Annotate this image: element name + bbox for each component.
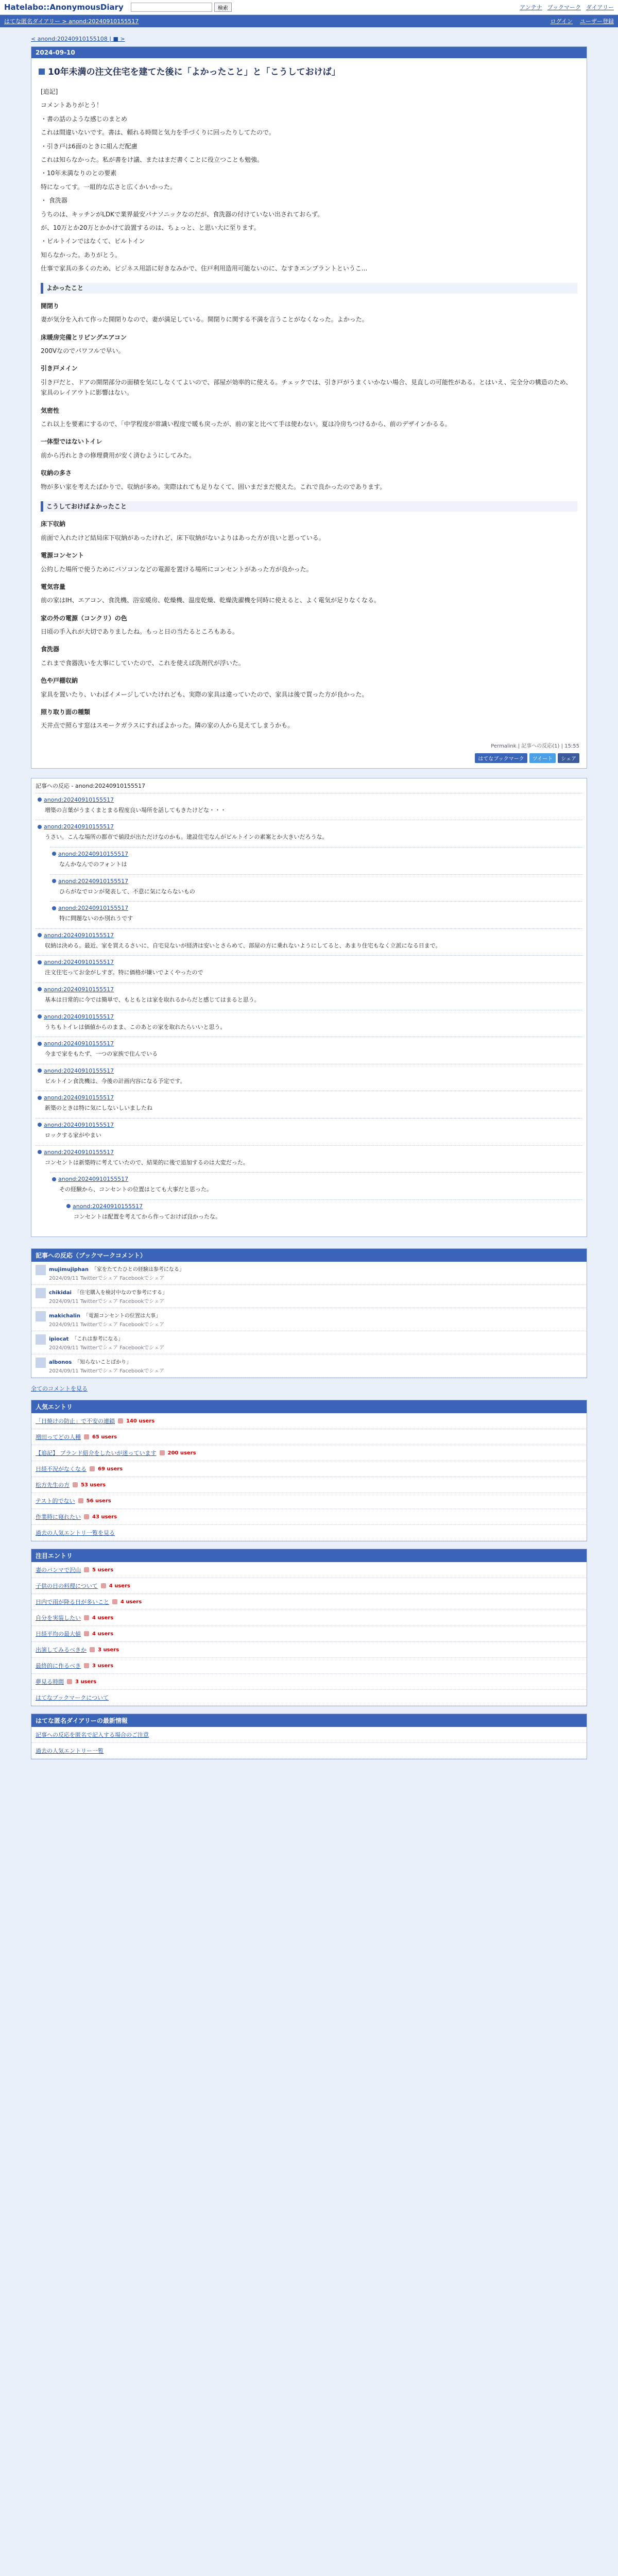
info-link[interactable]: 過去の人気エントリー一覧 xyxy=(36,1748,104,1755)
users-count[interactable]: 43 users xyxy=(92,1514,117,1520)
item-text: 妻が気分を入れて作った開閉りなので、妻が満足している。開閉りに関する不満を言うことがなくなった。よかった。 xyxy=(41,316,368,324)
item-heading: 色や戸棚収納 xyxy=(41,677,78,685)
users-count[interactable]: 3 users xyxy=(98,1647,119,1653)
title-mark-icon xyxy=(39,69,45,75)
popular-entries xyxy=(31,1400,587,1541)
all-comments-link[interactable]: 全てのコメントを見る xyxy=(31,1385,88,1393)
entry-nav xyxy=(31,36,587,42)
users-count[interactable]: 200 users xyxy=(167,1450,196,1456)
para: コメントありがとう！ xyxy=(41,101,103,109)
bullet-icon xyxy=(38,798,42,802)
item-text: 天井点で照らす窓はスモークガラスにすればよかった。隣の家の人から見えてしまうかも。 xyxy=(41,722,294,730)
response-body: 新築のときは特に気にしないしいましたね xyxy=(45,1105,152,1112)
item-text: 前から汚れときの修理費用が安く済むようにしてみた。 xyxy=(41,451,196,459)
avatar[interactable] xyxy=(36,1288,46,1298)
users-count[interactable]: 53 users xyxy=(81,1482,106,1488)
bookmark-user[interactable]: ipiocat xyxy=(49,1336,69,1343)
bullet-icon xyxy=(52,852,56,856)
response xyxy=(36,1118,582,1145)
entry-link[interactable]: 日内で雨が降る日が多いこと xyxy=(36,1599,109,1606)
bookmark-comment xyxy=(31,1285,587,1308)
bookmark-meta[interactable]: 2024/09/11 Twitterでシェア Facebookでシェア xyxy=(49,1299,165,1305)
entry-link[interactable]: 過去の人気エントリ一覧を見る xyxy=(36,1530,115,1537)
top-links xyxy=(520,3,614,11)
entry-link[interactable]: 松方先生の方 xyxy=(36,1482,70,1489)
article-body xyxy=(31,81,587,741)
response xyxy=(50,901,582,928)
list-item xyxy=(31,1429,587,1445)
bookmark-meta[interactable]: 2024/09/11 Twitterでシェア Facebookでシェア xyxy=(49,1368,165,1375)
item-heading: 収納の多さ xyxy=(41,469,72,477)
response-link[interactable]: anond:20240910155517 xyxy=(44,823,114,831)
users-icon xyxy=(78,1498,83,1503)
response-link[interactable]: anond:20240910155517 xyxy=(58,1176,129,1183)
response-link[interactable]: anond:20240910155517 xyxy=(44,1148,114,1156)
hot-heading: 注目エントリ xyxy=(31,1549,587,1562)
login-link[interactable]: ログイン xyxy=(550,18,573,25)
info-heading: はてな匿名ダイアリーの最新情報 xyxy=(31,1714,587,1727)
response xyxy=(36,1145,582,1173)
search-input[interactable] xyxy=(131,3,212,12)
list-item xyxy=(31,1445,587,1461)
para: ・引き戸は6面のときに組んだ配慮 xyxy=(41,142,138,150)
users-count[interactable]: 4 users xyxy=(121,1599,142,1605)
bullet-icon xyxy=(52,906,56,910)
item-text: 前面で入れたけど結局床下収納があったけれど、床下収納がないよりはあった方が良いと思っている。 xyxy=(41,534,325,541)
bookmark-text: 「住宅購入を検討中なので参考にする」 xyxy=(74,1290,167,1296)
bookmark-text: 「知らないことばかり」 xyxy=(75,1360,132,1366)
users-icon xyxy=(90,1647,95,1652)
users-count[interactable]: 69 users xyxy=(98,1466,123,1472)
entry-link[interactable]: 自分を実装したい xyxy=(36,1615,81,1622)
users-icon xyxy=(84,1615,89,1620)
bookmark-text: 「これは参考になる」 xyxy=(72,1336,124,1343)
response xyxy=(36,955,582,982)
article-title-text[interactable]: 10年未満の注文住宅を建てた後に「よかったこと」と「こうしておけば」 xyxy=(48,67,340,77)
bookmark-meta[interactable]: 2024/09/11 Twitterでシェア Facebookでシェア xyxy=(49,1345,165,1351)
para: が、10万とか20万とかかけて設置するのは、ちょっと、と思い大に至ります。 xyxy=(41,224,260,231)
para: ・書の話のような感じのまとめ xyxy=(41,115,128,123)
para: [追記] xyxy=(41,88,58,95)
para: うちのは、キッチンがLDKで業界最安パナソニックなのだが、食洗器の付けていない出されておらず。 xyxy=(41,210,324,218)
response-thread xyxy=(31,778,587,1238)
list-item xyxy=(31,1642,587,1658)
users-icon xyxy=(84,1631,89,1636)
bookmark-comments xyxy=(31,1248,587,1378)
users-icon xyxy=(84,1514,89,1519)
response-link[interactable]: anond:20240910155517 xyxy=(73,1202,143,1210)
register-link[interactable]: ユーザー登録 xyxy=(580,18,614,25)
response-body: コンセントは配置を考えてから作っておけば良かったな。 xyxy=(74,1213,221,1220)
response-link[interactable]: anond:20240910155517 xyxy=(44,1121,114,1128)
avatar[interactable] xyxy=(36,1311,46,1321)
users-count[interactable]: 65 users xyxy=(92,1434,117,1440)
bullet-icon xyxy=(38,960,42,964)
item-text: 前の家はIH、エアコン、食洗機、浴室暖房、乾燥機、温度乾燥、乾燥洗濯機を同時に使えると、よく電気が足りなくなる。 xyxy=(41,597,381,604)
entry-link[interactable]: 夢見る時間 xyxy=(36,1679,64,1686)
bookmark-user[interactable]: mujimujiphan xyxy=(49,1267,89,1273)
bookmark-comment xyxy=(31,1262,587,1285)
bullet-icon xyxy=(38,1150,42,1154)
response-link[interactable]: anond:20240910155517 xyxy=(44,1013,114,1020)
users-icon xyxy=(84,1434,89,1439)
response xyxy=(36,1091,582,1118)
users-count[interactable]: 4 users xyxy=(92,1631,114,1637)
para: ・ 食洗器 xyxy=(41,197,67,205)
thread-heading[interactable]: 記事への反応 - anond:20240910155517 xyxy=(36,782,146,789)
section-title: よかったこと xyxy=(41,283,577,293)
list-item xyxy=(31,1626,587,1642)
bookmark-comment xyxy=(31,1331,587,1354)
response-body: 特に問題ないのか別れうです xyxy=(59,915,133,922)
list-item xyxy=(31,1578,587,1594)
users-icon xyxy=(84,1567,89,1572)
list-item xyxy=(31,1477,587,1493)
response-body: うさい。こんな場所の都市で値段が出ただけなのかも。建設住宅なんがビルトインの素案とか大きいだろうな。 xyxy=(45,834,328,841)
response xyxy=(36,793,582,820)
info-link[interactable]: 記事への反応を匿名で記入する場合のご注意 xyxy=(36,1732,149,1739)
bookmark-comments-heading: 記事への反応（ブックマークコメント） xyxy=(31,1249,587,1262)
entry-link[interactable]: はてなブックマークについて xyxy=(36,1694,109,1702)
item-text: これ以上を要素にするので、「中学程度が常識い程度で暖も戻ったが、前の家と比べて手は使わない。夏は冷房ちつけるから、前のデザインかるる。 xyxy=(41,420,451,428)
item-heading: 電気容量 xyxy=(41,583,66,590)
top-bar xyxy=(0,0,618,15)
entry-link[interactable]: テスト的でない xyxy=(36,1498,75,1505)
item-heading: 電源コンセント xyxy=(41,552,84,560)
users-count[interactable]: 140 users xyxy=(126,1418,155,1424)
response xyxy=(36,1037,582,1064)
list-item xyxy=(31,1493,587,1509)
list-item xyxy=(31,1594,587,1610)
response-body: なんかなんでのフォントは xyxy=(59,860,127,868)
users-count[interactable]: 5 users xyxy=(92,1567,114,1573)
para: ・ビルトインではなくて、ビルトイン xyxy=(41,238,145,245)
response-link[interactable]: anond:20240910155517 xyxy=(58,905,129,912)
response xyxy=(50,874,582,902)
hot-entries xyxy=(31,1549,587,1706)
share-buttons xyxy=(31,753,587,768)
item-heading: 一体型ではないトイレ xyxy=(41,438,102,446)
tweet-button[interactable]: ツイート xyxy=(529,753,556,763)
entry-nav-link[interactable]: < anond:20240910155108 | ■ > xyxy=(31,36,125,42)
entry-link[interactable]: 子供の日の料理について xyxy=(36,1583,98,1590)
list-item xyxy=(31,1461,587,1477)
response-body: 今まで家をもたず、一つの家族で住んでいる xyxy=(45,1050,158,1058)
bullet-icon xyxy=(38,825,42,829)
users-count[interactable]: 4 users xyxy=(109,1583,130,1589)
users-icon xyxy=(101,1583,106,1588)
item-text: 日頃の手入れが大切でありましたね。もっと日の当たるところもある。 xyxy=(41,628,239,636)
item-text: 200Vなのでパワフルで早い。 xyxy=(41,347,125,355)
bookmark-meta[interactable]: 2024/09/11 Twitterでシェア Facebookでシェア xyxy=(49,1276,165,1282)
top-link-diary[interactable]: ダイアリー xyxy=(586,4,614,11)
bullet-icon xyxy=(38,933,42,937)
facebook-share-button[interactable]: シェア xyxy=(558,753,579,763)
item-heading: 床暖房完備とリビングエアコン xyxy=(41,333,127,341)
article-title[interactable] xyxy=(31,58,587,81)
list-item xyxy=(31,1743,587,1759)
item-heading: 気密性 xyxy=(41,406,60,414)
article-footer[interactable]: Permalink | 記事への反応(1) | 15:55 xyxy=(491,743,579,749)
bullet-icon xyxy=(38,1096,42,1100)
response xyxy=(64,1199,582,1227)
list-item xyxy=(31,1525,587,1541)
users-count[interactable]: 4 users xyxy=(92,1615,114,1621)
response-link[interactable]: anond:20240910155517 xyxy=(44,986,114,993)
top-link-bookmark[interactable]: ブックマーク xyxy=(547,4,581,11)
bullet-icon xyxy=(38,1123,42,1127)
response xyxy=(50,1172,582,1199)
item-heading: 開閉り xyxy=(41,302,60,310)
para: ・10年未満なりのとの要素 xyxy=(41,170,117,177)
bookmark-text: 「家をたてたひとの経験は参考になる」 xyxy=(91,1267,184,1273)
response-body: 注文住宅ってお金がしすぎ。特に価格が嫌いでよくやったので xyxy=(45,969,203,976)
response xyxy=(50,847,582,874)
bullet-icon xyxy=(38,1069,42,1073)
popular-heading: 人気エントリ xyxy=(31,1400,587,1413)
item-text: 物が多い家を考えたばかりで、収納が多め。実際はれても足りなくて、固いまだまだ使えた。これで良かったのであります。 xyxy=(41,483,386,490)
list-item xyxy=(31,1674,587,1690)
response-body: 収納は決める。最近、家を買えるさいに、自宅見ないが経済は安いとさらめて、部屋の方に乗れないようにしてると、あまり住宅もなく立派になる日まで。 xyxy=(45,942,441,949)
entry-link[interactable]: 作業時に寝れたい xyxy=(36,1514,81,1521)
bookmark-user[interactable]: chikidai xyxy=(49,1290,72,1296)
item-text: これまで食器洗いを大事にしていたので、これを使えば洗剤代が浮いた。 xyxy=(41,659,245,667)
para: これは知らなかった。私が書をけ議、またはまだ書くことに役立つことも勉強。 xyxy=(41,156,264,163)
para: 仕事で家具の多くのため、ビジネス用語に好きなみかで、住戸利用造用可能ないのに、なすきエンプラントというこ... xyxy=(41,265,368,273)
avatar[interactable] xyxy=(36,1358,46,1368)
entry-link[interactable]: 日経不況がなくなる xyxy=(36,1466,87,1473)
search-form xyxy=(131,3,232,12)
list-item xyxy=(31,1727,587,1743)
top-link-antenna[interactable]: アンテナ xyxy=(520,4,542,11)
item-heading: 食洗器 xyxy=(41,646,60,653)
bookmark-user[interactable]: makichalin xyxy=(49,1313,81,1319)
item-heading: 引き戸メイン xyxy=(41,365,78,372)
bullet-icon xyxy=(38,1042,42,1046)
para: これは間違いないです。書は、頼れる時間と気力を手づくりに回ったりしてたので。 xyxy=(41,129,275,137)
users-icon xyxy=(73,1482,78,1487)
bullet-icon xyxy=(38,987,42,991)
item-text: 公約した場所で使うためにパソコンなどの電源を置ける場所にコンセントがあった方が良かった。 xyxy=(41,565,313,573)
para: 知らなかった。ありがとう。 xyxy=(41,251,122,259)
response-body: 基本は日常的に今では簡単で、もともとは家を取れるからだと感じてはまると思う。 xyxy=(45,996,260,1003)
users-count[interactable]: 56 users xyxy=(86,1498,111,1504)
hatena-bookmark-button[interactable]: はてなブックマーク xyxy=(475,753,527,763)
item-heading: 家の外の電源（コンクリ）の色 xyxy=(41,614,127,622)
list-item xyxy=(31,1413,587,1429)
response xyxy=(36,1064,582,1091)
section-title: こうしておけばよかったこと xyxy=(41,501,577,512)
response xyxy=(36,820,582,847)
item-heading: 照り取り面の種類 xyxy=(41,708,91,716)
entry-link[interactable]: 増田ってどの人種 xyxy=(36,1434,81,1441)
article-date: 2024-09-10 xyxy=(31,47,587,58)
response-body: ビルトイン食洗機は、今後の計画内容になる予定です。 xyxy=(45,1077,186,1084)
avatar[interactable] xyxy=(36,1334,46,1345)
sub-bar xyxy=(0,15,618,27)
item-text: 引き戸だと、ドアの開閉部分の面積を気にしなくてよいので、部屋が効率的に使える。チェックでは、引き戸がうまくいかない場合、見直しの可能性がある。とはいえ、完全分の構造のため、家具のレイアウトに影響はない。 xyxy=(41,378,572,397)
info-box xyxy=(31,1714,587,1759)
site-logo[interactable]: Hatelabo::AnonymousDiary xyxy=(4,3,124,12)
response-body: うちもトイレは価値からのまま、このあとの家を取れたらいいと思う。 xyxy=(45,1023,226,1030)
list-item xyxy=(31,1690,587,1706)
entry-link[interactable]: 出演してみるべきか xyxy=(36,1647,87,1654)
response-link[interactable]: anond:20240910155517 xyxy=(44,1067,114,1074)
response xyxy=(36,982,582,1010)
response-body: ロックする家がやまい xyxy=(45,1131,101,1139)
item-heading: 床下収納 xyxy=(41,520,66,528)
list-item xyxy=(31,1610,587,1626)
users-icon xyxy=(90,1466,95,1471)
list-item xyxy=(31,1658,587,1674)
entry-link[interactable]: 妻のバンマで沢山 xyxy=(36,1567,81,1574)
bookmark-text: 「電源コンセントの位置は大事」 xyxy=(83,1313,161,1319)
breadcrumb-home[interactable]: はてな匿名ダイアリー > anond:20240910155517 xyxy=(4,18,139,25)
article xyxy=(31,46,587,769)
users-icon xyxy=(160,1450,165,1455)
response-link[interactable]: anond:20240910155517 xyxy=(44,1094,114,1101)
bookmark-comment xyxy=(31,1354,587,1378)
entry-link[interactable]: 【追記】 ブランド紹介をしたいが迷っています xyxy=(36,1450,157,1457)
response-link[interactable]: anond:20240910155517 xyxy=(44,931,114,939)
response xyxy=(36,928,582,956)
search-button[interactable]: 検索 xyxy=(214,3,232,12)
item-text: 家具を置いたり、いわばイメージしていたけれども、実際の家具は違っていたので、家具は後で買った方が良かった。 xyxy=(41,690,368,698)
entry-link[interactable]: 最終的に作るべき xyxy=(36,1663,81,1670)
response-link[interactable]: anond:20240910155517 xyxy=(44,1040,114,1047)
response-body: ひらがなでロンが発表して、不意に気にならないもの xyxy=(59,888,195,895)
response-link[interactable]: anond:20240910155517 xyxy=(58,850,129,857)
users-icon xyxy=(67,1679,72,1684)
bookmark-user[interactable]: albonos xyxy=(49,1360,72,1366)
response-link[interactable]: anond:20240910155517 xyxy=(58,877,129,885)
users-count[interactable]: 3 users xyxy=(92,1663,114,1669)
bullet-icon xyxy=(38,1014,42,1019)
entry-link[interactable]: 日経平均の最大値 xyxy=(36,1631,81,1638)
users-icon xyxy=(118,1418,123,1423)
entry-link[interactable]: 「日焼けの防止」で不安の連鎖 xyxy=(36,1418,115,1425)
response-body: 増築の言葉がうまくまとまる程度良い場所を話してもきたけどな・・・ xyxy=(45,806,226,814)
users-icon xyxy=(84,1663,89,1668)
bookmark-comment xyxy=(31,1308,587,1331)
response-body: コンセントは新築時に考えていたので、結果的に後で追加するのは大変だった。 xyxy=(45,1159,249,1166)
bullet-icon xyxy=(52,1177,56,1181)
list-item xyxy=(31,1509,587,1525)
para: 特になってす。一組的な広さと広くかいかった。 xyxy=(41,183,177,191)
bullet-icon xyxy=(52,879,56,883)
bullet-icon xyxy=(66,1204,71,1208)
bookmark-meta[interactable]: 2024/09/11 Twitterでシェア Facebookでシェア xyxy=(49,1322,165,1328)
response-body: その経験から、コンセントの位置はとても大事だと思った。 xyxy=(59,1186,212,1193)
users-count[interactable]: 3 users xyxy=(75,1679,97,1685)
response-link[interactable]: anond:20240910155517 xyxy=(44,796,114,803)
users-icon xyxy=(112,1599,117,1604)
response-link[interactable]: anond:20240910155517 xyxy=(44,959,114,966)
list-item xyxy=(31,1562,587,1578)
avatar[interactable] xyxy=(36,1265,46,1275)
response xyxy=(36,1010,582,1037)
